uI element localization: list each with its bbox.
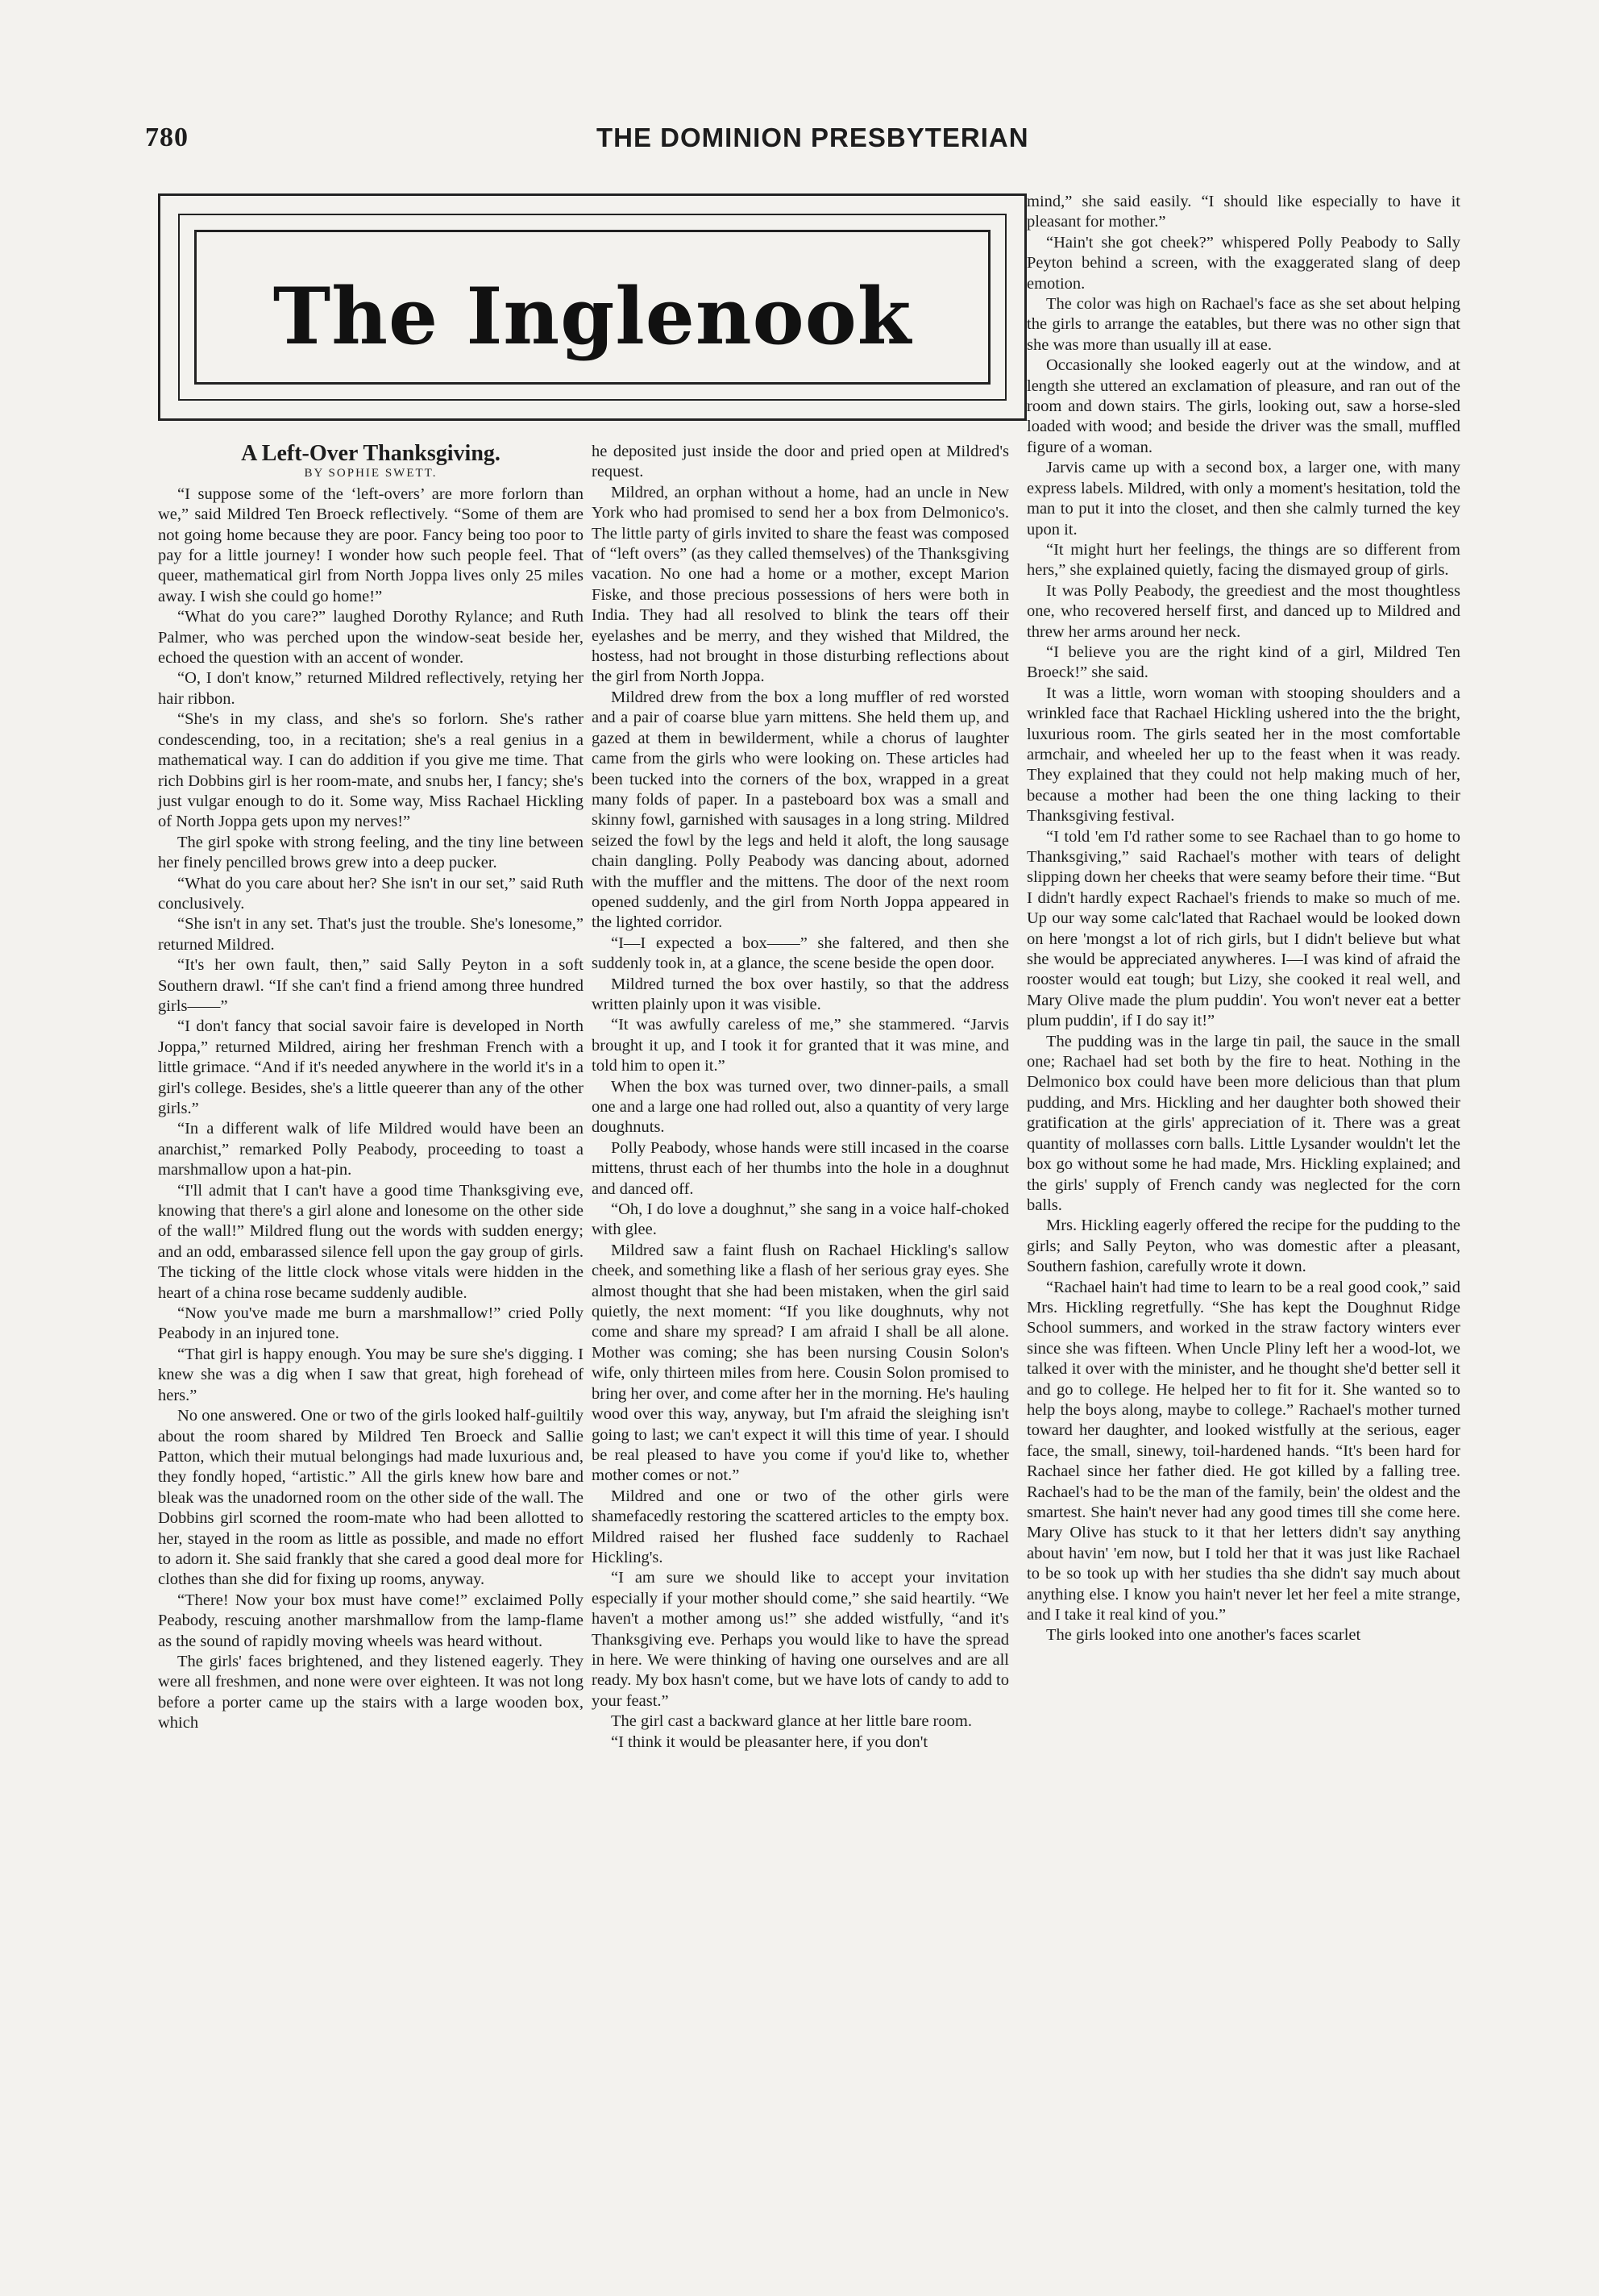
section-title: The Inglenook xyxy=(272,271,912,362)
paragraph: The girl spoke with strong feeling, and the tiny line between her finely pencilled brows grew into a deep pucker. xyxy=(158,833,584,872)
journal-title: THE DOMINION PRESBYTERIAN xyxy=(596,123,1029,152)
paragraph: “Now you've made me burn a marshmallow!” cried Polly Peabody in an injured tone. xyxy=(158,1304,584,1343)
paragraph: “I think it would be pleasanter here, if you don't xyxy=(611,1732,928,1751)
paragraph: Mildred drew from the box a long muffler of red worsted and a pair of coarse blue yarn mittens. She held them up, and gazed at them in bewilderment, while a chorus of laughter came from the girls who were looking on. These articles had been tucked into the corners of the box, wrapped in a great many folds of paper. In a pasteboard box was a small and skinny fowl, garnished with sausages in a long string. Mildred seized the fowl by the legs and held it aloft, the long sausage chain dangling. Polly Peabody was dancing about, adorned with the muffler and the mittens. The door of the next room opened suddenly, and the girl from North Joppa appeared in the lighted corridor. xyxy=(592,688,1009,932)
paragraph: It was a little, worn woman with stooping shoulders and a wrinkled face that Rachael Hickling ushered into the the bright, luxurious room. The girls seated her in the most comfortable armchair, and wheeled her up to the feast when it was ready. They explained that they could not help making much of her, because a mother had been the one thing lacking to their Thanksgiving festival. xyxy=(1027,684,1460,826)
paragraph: “It's her own fault, then,” said Sally Peyton in a soft Southern drawl. “If she can't find a friend among three hundred girls——” xyxy=(158,956,584,1015)
paragraph: “Hain't she got cheek?” whispered Polly Peabody to Sally Peyton behind a screen, with the exaggerated slang of deep emotion. xyxy=(1027,233,1460,293)
paragraph: The pudding was in the large tin pail, the sauce in the small one; Rachael had set both by the fire to heat. Nothing in the Delmonico box could have been more delicious than that plum pudding, and Mrs. Hickling and her daughter both showed their gratification at the girls' appreciation of it. There was a great quantity of mollasses corn balls. Little Lysander wouldn't let the box go without some he had made, Mrs. Hickling explained; and the girls' supply of French candy was neglected for the corn balls. xyxy=(1027,1032,1460,1214)
paragraph: Jarvis came up with a second box, a larger one, with many express labels. Mildred, with only a moment's hesitation, told the man to put it into the closet, and then she calmly turned the key upon it. xyxy=(1027,459,1460,539)
paragraph: “What do you care?” laughed Dorothy Rylance; and Ruth Palmer, who was perched upon the window-seat beside her, echoed the question with an accent of wonder. xyxy=(158,608,584,668)
paragraph: Polly Peabody, whose hands were still incased in the coarse mittens, thrust each of her thumbs into the hole in a doughnut and danced off. xyxy=(592,1138,1009,1198)
paragraph: “What do you care about her? She isn't in our set,” said Ruth conclusively. xyxy=(158,874,584,913)
paragraph: “I'll admit that I can't have a good time Thanksgiving eve, knowing that there's a girl alone and lonesome on the other side of the wall!” Mildred flung out the words with sudden energy; and an odd, embarassed silence fell upon the gay group of girls. The ticking of the little clock whose vitals were hidden in the heart of a china rose became suddenly audible. xyxy=(158,1181,584,1302)
paragraph: It was Polly Peabody, the greediest and the most thoughtless one, who recovered herself first, and danced up to Mildred and threw her arms around her neck. xyxy=(1027,581,1460,641)
paragraph: Mildred turned the box over hastily, so that the address written plainly upon it was visible. xyxy=(592,975,1009,1013)
paragraph: “In a different walk of life Mildred would have been an anarchist,” remarked Polly Peabody, proceeding to toast a marshmallow upon a hat-pin. xyxy=(158,1120,584,1179)
paragraph: “She's in my class, and she's so forlorn. She's rather condescending, too, in a recitation; she's a real genius in a mathematical way. I can do addition if you give me time. That rich Dobbins girl is her room-mate, and snubs her, I fancy; she's just vulgar enough to do it. Some way, Miss Rachael Hickling of North Joppa gets upon my nerves!” xyxy=(158,710,584,831)
paragraph: The girls looked into one another's faces scarlet xyxy=(1046,1626,1361,1645)
running-head xyxy=(145,123,1473,163)
column-2 xyxy=(592,442,1009,1753)
paragraph: No one answered. One or two of the girls looked half-guiltily about the room shared by Mildred Ten Broeck and Sallie Patton, which their mutual belongings had made luxurious and, they fondly hoped, “artistic.” All the girls knew how bare and bleak was the unadorned room on the other side of the wall. The Dobbins girl scorned the room-mate who had been allotted to her, stayed in the room as little as possible, and made no effort to adorn it. She said frankly that she cared a good deal more for clothes than she did for fixing up rooms, anyway. xyxy=(158,1407,584,1589)
paragraph: “I told 'em I'd rather some to see Rachael than to go home to Thanksgiving,” said Rachael's mother with tears of delight slipping down her cheeks that were seamy before their time. “But I didn't hardly expect Rachael's friends to make so much of me. Up our way some calc'lated that Rachael would be looked down on here 'mongst a lot of rich girls, but I didn't believe but what she would be appreciated anywheres. I—I was kind of afraid the rooster would eat tough; but Lizy, she cooked it real well, and Mary Olive made the plum puddin'. You won't never eat a better plum puddin', if I do say it!” xyxy=(1027,827,1460,1030)
paragraph: “She isn't in any set. That's just the trouble. She's lonesome,” returned Mildred. xyxy=(158,915,584,954)
paragraph: “I believe you are the right kind of a girl, Mildred Ten Broeck!” she said. xyxy=(1027,643,1460,682)
story-byline: BY SOPHIE SWETT. xyxy=(304,467,438,480)
paragraph: The color was high on Rachael's face as she set about helping the girls to arrange the eatables, but there was no other sign that she was more than usually ill at ease. xyxy=(1027,295,1460,354)
page-number: 780 xyxy=(145,123,189,152)
paragraph: “There! Now your box must have come!” exclaimed Polly Peabody, rescuing another marshmallow from the lamp-flame as the sound of rapidly moving wheels was heard without. xyxy=(158,1591,584,1650)
column-3 xyxy=(1027,192,1460,1646)
paragraph: “It might hurt her feelings, the things are so different from hers,” she explained quietly, facing the dismayed group of girls. xyxy=(1027,540,1460,580)
banner-inner-frame xyxy=(194,230,991,385)
paragraph: “That girl is happy enough. You may be sure she's digging. I knew she was a dig when I saw that great, high forehead of hers.” xyxy=(158,1345,584,1404)
paragraph: “It was awfully careless of me,” she stammered. “Jarvis brought it up, and I took it for granted that it was mine, and told him to open it.” xyxy=(592,1016,1009,1075)
paragraph: “Rachael hain't had time to learn to be a real good cook,” said Mrs. Hickling regretfully. “She has kept the Doughnut Ridge School summers, and worked in the straw factory winters ever since she was fifteen. When Uncle Pliny left her a wood-lot, we talked it over with the minister, and he thought she'd better sell it and go to college. He helped her to fit for it. She wanted so to help the boys along, maybe to college.” Rachael's mother turned toward her daughter, and looked wistfully at the serious, eager face, the small, sinewy, toil-hardened hands. “It's been hard for Rachael since her father died. He got killed by a falling tree. Rachael's had to be the man of the family, bein' the oldest and the smartest. She hain't never had any good times till she come here. Mary Olive has stuck to it that her letters didn't say anything about havin' 'em now, but I told her that it was just like Rachael to be so took up with her studies tha she didn't say much about anything else. I know you hain't never let her feel a mite strange, and I take it real kind of you.” xyxy=(1027,1278,1460,1624)
paragraph: “I suppose some of the ‘left-overs’ are more forlorn than we,” said Mildred Ten Broeck reflectively. “Some of them are not going home because they are poor. Fancy being too poor to pay for a little journey! I wonder how such people feel. That queer, mathematical girl from North Joppa lives only 25 miles away. I wish she could go home!” xyxy=(158,485,584,605)
section-banner xyxy=(158,193,1027,421)
paragraph: Mildred, an orphan without a home, had an uncle in New York who had promised to send her a box from Delmonico's. The little party of girls invited to share the feast was composed of “left overs” (as they called themselves) of the Thanksgiving vacation. No one had a home or a mother, except Marion Fiske, and those precious possessions of hers were both in India. They had all resolved to blink the tears off their eyelashes and be merry, and they wished that Mildred, the hostess, had not brought in those disturbing reflections about the girl from North Joppa. xyxy=(592,483,1009,686)
paragraph: Mildred saw a faint flush on Rachael Hickling's sallow cheek, and something like a flash of her serious gray eyes. She almost thought that she had been mistaken, when the girl said quietly, the next moment: “If you like doughnuts, why not come and share my spread? I am afraid I shall be all alone. Mother was coming; she has been nursing Cousin Solon's wife, only thirteen miles from here. Cousin Solon promised to bring her over, and come after her in the morning. He's hauling wood over this way, anyway, but I'm afraid the sleighing isn't going to last; we can't expect it will this time of year. I should be real pleased to have you come if you'd like to, whether mother comes or not.” xyxy=(592,1241,1009,1485)
paragraph: Mrs. Hickling eagerly offered the recipe for the pudding to the girls; and Sally Peyton, who was domestic after a pleasant, Southern fashion, carefully wrote it down. xyxy=(1027,1217,1460,1276)
paragraph: Occasionally she looked eagerly out at the window, and at length she uttered an exclamation of pleasure, and ran out of the room and down stairs. The girls, looking out, saw a horse-sled loaded with wood; and beside the driver was the small, muffled figure of a woman. xyxy=(1027,356,1460,456)
paragraph: “I don't fancy that social savoir faire is developed in North Joppa,” returned Mildred, airing her freshman French with a little grimace. “And if it's needed anywhere in the world it's in a girl's college. Besides, she's a little queerer than any of the other girls.” xyxy=(158,1017,584,1117)
paragraph: “I am sure we should like to accept your invitation especially if your mother should come,” she said heartily. “We haven't a mother among us!” she added wistfully, “and it's Thanksgiving eve. Perhaps you would like to have the spread in here. We were thinking of having one ourselves and are all ready. My box hasn't come, but we have lots of candy to add to your feast.” xyxy=(592,1569,1009,1710)
paragraph: When the box was turned over, two dinner-pails, a small one and a large one had rolled out, also a quantity of very large doughnuts. xyxy=(592,1077,1009,1137)
paragraph: “Oh, I do love a doughnut,” she sang in a voice half-choked with glee. xyxy=(592,1200,1009,1239)
paragraph: mind,” she said easily. “I should like especially to have it pleasant for mother.” xyxy=(1027,193,1460,231)
paragraph: Mildred and one or two of the other girls were shamefacedly restoring the scattered articles to the empty box. Mildred raised her flushed face suddenly to Rachael Hickling's. xyxy=(592,1487,1009,1566)
paragraph: The girl cast a backward glance at her little bare room. xyxy=(611,1712,972,1731)
paragraph: “I—I expected a box——” she faltered, and then she suddenly took in, at a glance, the scene beside the open door. xyxy=(592,934,1009,973)
column-1 xyxy=(158,443,584,1734)
banner-frame xyxy=(178,214,1007,401)
paragraph: he deposited just inside the door and pried open at Mildred's request. xyxy=(592,443,1009,481)
story-title: A Left-Over Thanksgiving. xyxy=(241,441,500,466)
paragraph: The girls' faces brightened, and they listened eagerly. They were all freshmen, and none were over eighteen. It was not long before a porter came up the stairs with a large wooden box, which xyxy=(158,1652,584,1732)
paragraph: “O, I don't know,” returned Mildred reflectively, retying her hair ribbon. xyxy=(158,669,584,708)
